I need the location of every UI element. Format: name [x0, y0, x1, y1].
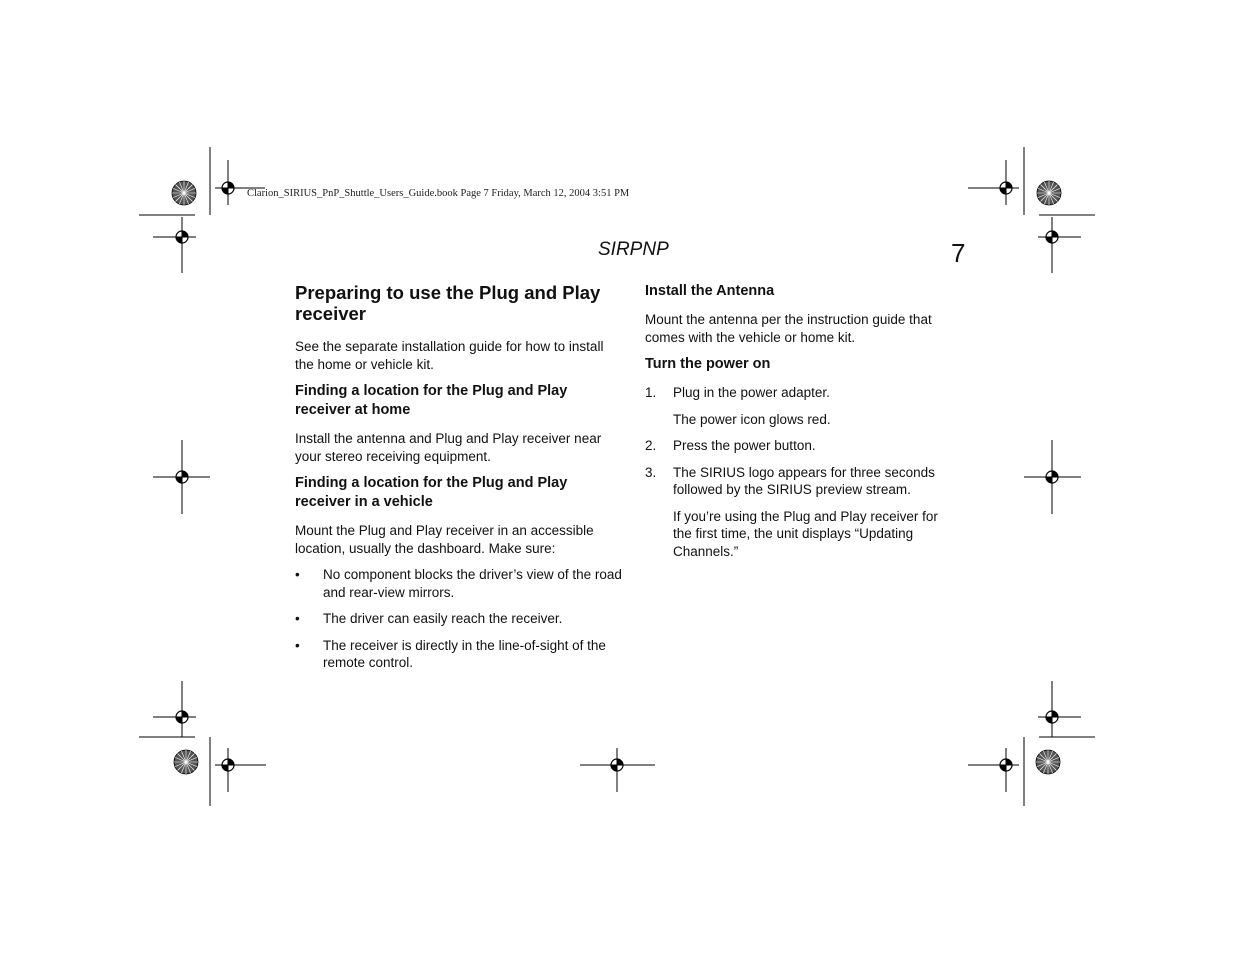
step-item — [645, 437, 960, 455]
left-column — [295, 282, 625, 681]
section-title: Preparing to use the Plug and Play receiver — [295, 282, 601, 324]
antenna-heading: Install the Antenna — [645, 283, 775, 299]
step-note: The power icon glows red. — [673, 411, 831, 427]
page-number: 7 — [951, 238, 966, 268]
step-text: Plug in the power adapter. — [673, 385, 830, 400]
running-head: SIRPNP — [598, 239, 669, 260]
home-heading: Finding a location for the Plug and Play receiver at home — [295, 383, 568, 418]
home-paragraph: Install the antenna and Plug and Play receiver near your stereo receiving equipment. — [295, 431, 602, 464]
vehicle-paragraph: Mount the Plug and Play receiver in an accessible location, usually the dashboard. Make sure: — [295, 523, 594, 556]
step-number: 2. — [645, 438, 657, 453]
step-item — [645, 384, 960, 402]
star-target-icon — [1036, 750, 1060, 774]
right-column — [645, 282, 960, 569]
antenna-paragraph: Mount the antenna per the instruction guide that comes with the vehicle or home kit. — [645, 312, 932, 345]
step-number: 1. — [645, 385, 657, 400]
bullet-marker: • — [295, 567, 300, 582]
bullet-marker: • — [295, 637, 300, 653]
bullet-item — [295, 637, 625, 672]
step-text: Press the power button. — [673, 438, 816, 453]
bullet-text: No component blocks the driver’s view of the road and rear-view mirrors. — [323, 567, 622, 600]
bullet-marker: • — [295, 611, 300, 626]
star-target-icon — [172, 181, 196, 205]
star-target-icon — [1037, 181, 1061, 205]
bullet-text: The driver can easily reach the receiver. — [323, 611, 563, 626]
step-item — [645, 464, 960, 499]
print-slug: Clarion_SIRIUS_PnP_Shuttle_Users_Guide.book Page 7 Friday, March 12, 2004 3:51 PM — [247, 188, 630, 199]
bullet-item — [295, 566, 625, 601]
step-number: 3. — [645, 464, 657, 480]
step-text: The SIRIUS logo appears for three seconds followed by the SIRIUS preview stream. — [673, 464, 935, 497]
vehicle-heading: Finding a location for the Plug and Play receiver in a vehicle — [295, 475, 568, 510]
star-target-icon — [174, 750, 198, 774]
power-heading: Turn the power on — [645, 356, 771, 372]
bullet-text: The receiver is directly in the line-of-sight of the remote control. — [323, 637, 606, 670]
intro-paragraph: See the separate installation guide for how to install the home or vehicle kit. — [295, 339, 604, 372]
step-note: If you’re using the Plug and Play receiver for the first time, the unit displays “Updating Channels.” — [673, 508, 938, 559]
bullet-item — [295, 610, 625, 628]
